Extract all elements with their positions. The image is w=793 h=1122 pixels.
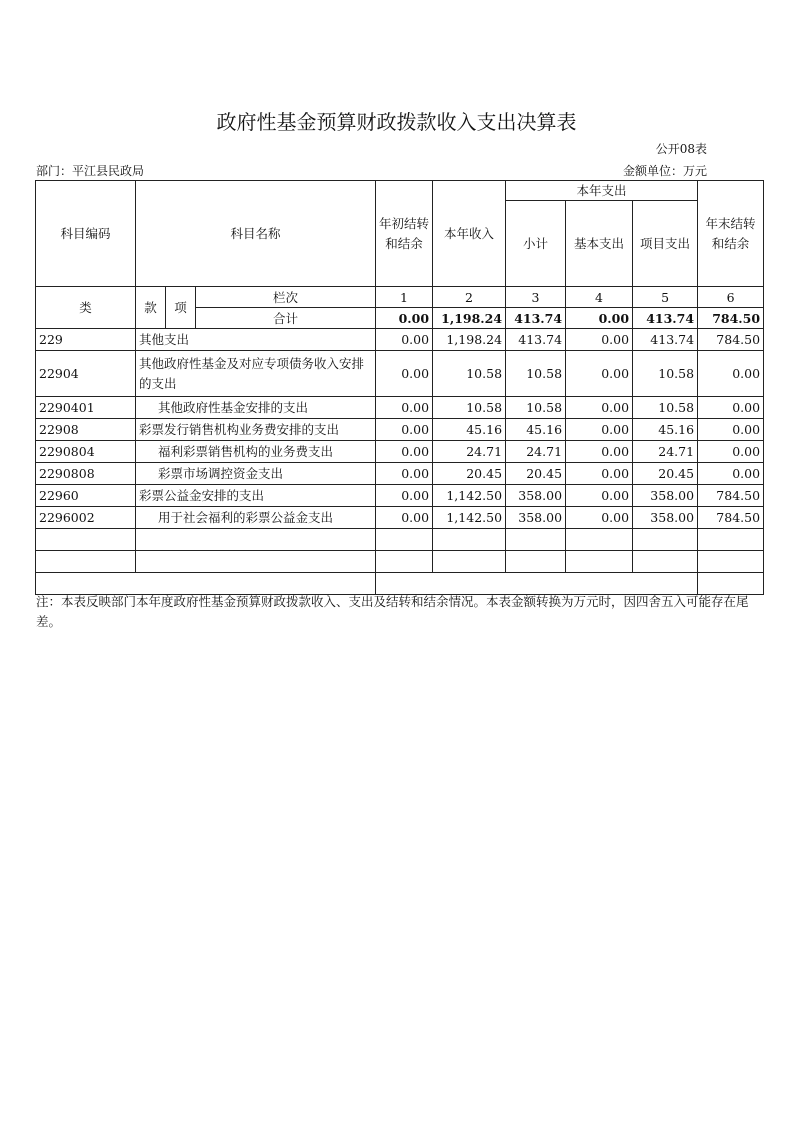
total-value: 0.00 <box>376 308 433 329</box>
row-value: 45.16 <box>433 419 506 441</box>
row-name: 用于社会福利的彩票公益金支出 <box>136 507 376 529</box>
row-name: 其他政府性基金及对应专项债务收入安排的支出 <box>136 351 376 397</box>
row-value: 10.58 <box>633 397 698 419</box>
row-name: 彩票市场调控资金支出 <box>136 463 376 485</box>
row-value: 45.16 <box>506 419 566 441</box>
empty-cell <box>566 551 633 573</box>
empty-cell <box>698 551 764 573</box>
row-value: 0.00 <box>376 397 433 419</box>
row-value: 784.50 <box>698 485 764 507</box>
empty-row <box>36 529 764 551</box>
row-name: 其他支出 <box>136 329 376 351</box>
row-value: 0.00 <box>698 419 764 441</box>
unit-label: 金额单位：万元 <box>622 164 707 178</box>
empty-cell <box>633 551 698 573</box>
row-value: 10.58 <box>506 397 566 419</box>
header-code: 科目编码 <box>36 181 136 287</box>
row-value: 413.74 <box>506 329 566 351</box>
table-row <box>36 351 764 397</box>
table-row <box>36 507 764 529</box>
total-value: 784.50 <box>698 308 764 329</box>
header-project: 项目支出 <box>633 201 698 287</box>
row-value: 0.00 <box>376 419 433 441</box>
empty-cell <box>506 551 566 573</box>
header-income: 本年收入 <box>433 181 506 287</box>
page-title: 政府性基金预算财政拨款收入支出决算表 <box>216 110 577 134</box>
row-name: 福利彩票销售机构的业务费支出 <box>136 441 376 463</box>
row-value: 0.00 <box>566 351 633 397</box>
row-value: 0.00 <box>698 463 764 485</box>
header-basic: 基本支出 <box>566 201 633 287</box>
total-value: 413.74 <box>506 308 566 329</box>
row-name: 彩票发行销售机构业务费安排的支出 <box>136 419 376 441</box>
row-value: 0.00 <box>566 441 633 463</box>
row-value: 0.00 <box>376 507 433 529</box>
total-label: 合计 <box>196 308 376 329</box>
budget-table <box>35 180 764 595</box>
empty-cell <box>136 529 376 551</box>
row-value: 358.00 <box>506 507 566 529</box>
row-value: 0.00 <box>566 485 633 507</box>
row-value: 0.00 <box>698 441 764 463</box>
total-value: 413.74 <box>633 308 698 329</box>
empty-cell <box>698 529 764 551</box>
header-expense: 本年支出 <box>506 181 698 201</box>
row-value: 0.00 <box>698 397 764 419</box>
row-value: 0.00 <box>376 463 433 485</box>
header-subtotal: 小计 <box>506 201 566 287</box>
table-row <box>36 329 764 351</box>
row-code: 22960 <box>36 485 136 507</box>
empty-cell <box>36 529 136 551</box>
row-name: 彩票公益金安排的支出 <box>136 485 376 507</box>
row-value: 784.50 <box>698 507 764 529</box>
row-value: 24.71 <box>433 441 506 463</box>
row-value: 20.45 <box>506 463 566 485</box>
row-value: 24.71 <box>633 441 698 463</box>
row-value: 0.00 <box>376 441 433 463</box>
empty-cell <box>633 529 698 551</box>
row-value: 0.00 <box>566 507 633 529</box>
row-value: 20.45 <box>433 463 506 485</box>
row-value: 358.00 <box>506 485 566 507</box>
row-value: 0.00 <box>698 351 764 397</box>
header-lei: 类 <box>36 287 136 329</box>
row-value: 1,142.50 <box>433 507 506 529</box>
header-xiang: 项 <box>166 287 196 329</box>
row-value: 1,142.50 <box>433 485 506 507</box>
row-value: 0.00 <box>566 397 633 419</box>
row-value: 1,198.24 <box>433 329 506 351</box>
col-number: 3 <box>506 287 566 308</box>
table-row <box>36 485 764 507</box>
header-name: 科目名称 <box>136 181 376 287</box>
row-value: 0.00 <box>376 351 433 397</box>
row-value: 20.45 <box>633 463 698 485</box>
row-code: 2290808 <box>36 463 136 485</box>
empty-cell <box>566 529 633 551</box>
row-value: 10.58 <box>433 351 506 397</box>
empty-cell <box>136 551 376 573</box>
row-value: 0.00 <box>566 329 633 351</box>
col-number: 1 <box>376 287 433 308</box>
department-label: 部门：平江县民政局 <box>36 164 145 178</box>
row-value: 24.71 <box>506 441 566 463</box>
row-value: 358.00 <box>633 507 698 529</box>
row-value: 10.58 <box>633 351 698 397</box>
row-value: 784.50 <box>698 329 764 351</box>
row-value: 0.00 <box>376 329 433 351</box>
row-code: 22908 <box>36 419 136 441</box>
col-number: 4 <box>566 287 633 308</box>
row-value: 0.00 <box>376 485 433 507</box>
header-lanci: 栏次 <box>196 287 376 308</box>
header-kuan: 款 <box>136 287 166 329</box>
table-row <box>36 441 764 463</box>
row-value: 0.00 <box>566 419 633 441</box>
empty-cell <box>433 529 506 551</box>
row-code: 2290401 <box>36 397 136 419</box>
empty-cell <box>376 529 433 551</box>
header-end: 年末结转和结余 <box>698 181 764 287</box>
table-row <box>36 419 764 441</box>
row-value: 0.00 <box>566 463 633 485</box>
empty-cell <box>376 551 433 573</box>
row-value: 45.16 <box>633 419 698 441</box>
header-begin: 年初结转和结余 <box>376 181 433 287</box>
empty-cell <box>36 551 136 573</box>
col-number: 6 <box>698 287 764 308</box>
form-number: 公开08表 <box>655 142 707 156</box>
row-value: 10.58 <box>433 397 506 419</box>
table-row <box>36 463 764 485</box>
row-value: 10.58 <box>506 351 566 397</box>
row-value: 413.74 <box>633 329 698 351</box>
empty-cell <box>506 529 566 551</box>
row-code: 229 <box>36 329 136 351</box>
row-name: 其他政府性基金安排的支出 <box>136 397 376 419</box>
row-code: 2290804 <box>36 441 136 463</box>
row-code: 2296002 <box>36 507 136 529</box>
empty-cell <box>433 551 506 573</box>
total-value: 1,198.24 <box>433 308 506 329</box>
row-value: 358.00 <box>633 485 698 507</box>
empty-row <box>36 551 764 573</box>
table-row <box>36 397 764 419</box>
footnote: 注：本表反映部门本年度政府性基金预算财政拨款收入、支出及结转和结余情况。本表金额转换为万元时，因四舍五入可能存在尾差。 <box>36 594 749 629</box>
col-number: 5 <box>633 287 698 308</box>
total-value: 0.00 <box>566 308 633 329</box>
col-number: 2 <box>433 287 506 308</box>
row-code: 22904 <box>36 351 136 397</box>
